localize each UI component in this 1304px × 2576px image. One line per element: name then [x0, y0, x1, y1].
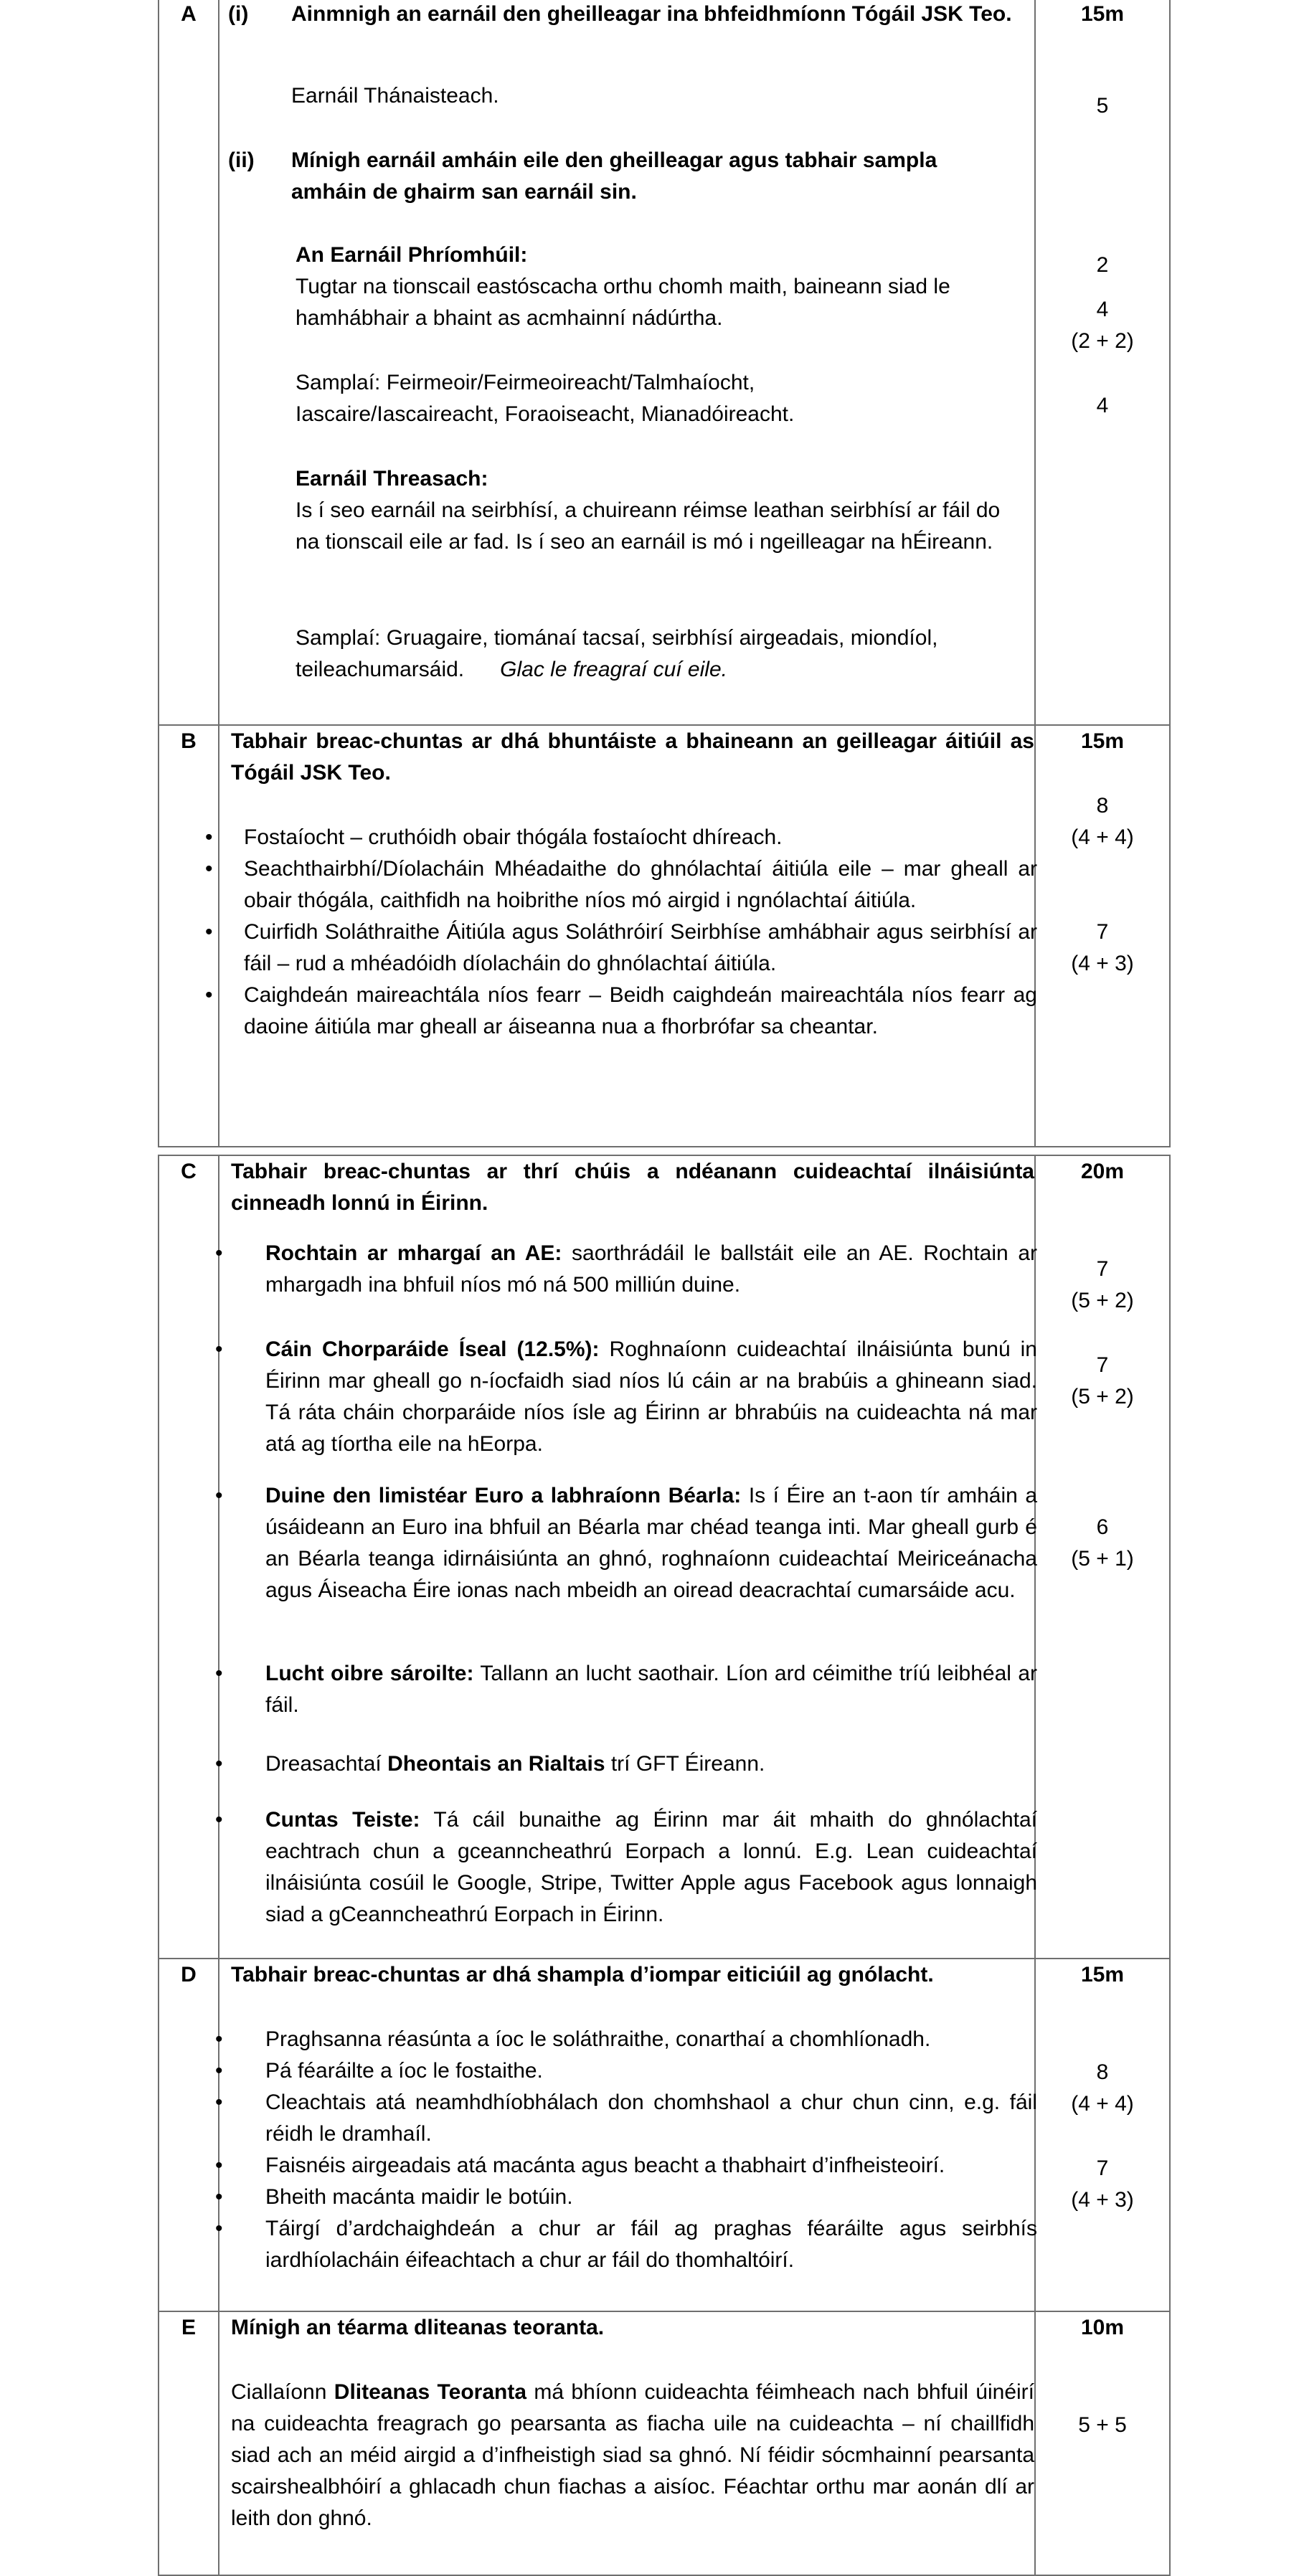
part-i-answer: Earnáil Thánaisteach. — [291, 84, 499, 108]
list-item: • Caighdeán maireachtála níos fearr – Beidh caighdeán maireachtála níos fearr ag daoine áitiúla mar gheall ar áiseanna nua a fhorbrófar sa cheantar. — [205, 983, 1037, 1038]
tertiary-sector-text: Is í seo earnáil na seirbhísí, a chuireann réimse leathan seirbhísí ar fáil do na tionscail eile ar fad. Is í seo an earnáil is mó i ngeilleagar na hÉireann. — [296, 498, 1001, 554]
section-a-ii-mark-4: 4 — [1096, 394, 1109, 417]
section-e-mark: 5 + 5 — [1078, 2413, 1127, 2437]
section-b — [158, 724, 1171, 1147]
tertiary-examples-line-2: teileachumarsáid. — [296, 658, 465, 681]
section-b-mark-1: 8 — [1096, 794, 1109, 818]
part-i-question: Ainmnigh an earnáil den gheilleagar ina bhfeidhmíonn Tógáil JSK Teo. — [291, 2, 1012, 26]
tertiary-sector-examples — [296, 622, 1016, 686]
section-c-mark-4: (5 + 2) — [1071, 1385, 1134, 1408]
section-b-label: B — [181, 729, 197, 753]
section-d-label: D — [181, 1963, 197, 1987]
section-c-mark-2: (5 + 2) — [1071, 1289, 1134, 1312]
section-a — [158, 0, 1171, 726]
section-c-marks-cell — [1034, 1156, 1169, 1958]
section-e-label-cell — [159, 2312, 219, 2575]
section-b-question: Tabhair breac-chuntas ar dhá bhuntáiste a bhaineann an geilleagar áitiúil as Tógáil JSK Teo. — [231, 729, 1034, 785]
primary-sector-examples: Samplaí: Feirmeoir/Feirmeoireacht/Talmhaíocht, Iascaire/Iascaireacht, Foraoiseacht, Mianadóireacht. — [296, 371, 795, 426]
primary-sector-text: Tugtar na tionscail eastóscacha orthu chomh maith, baineann siad le hamhábhair a bhaint as acmhainní nádúrtha. — [296, 275, 950, 330]
section-d-mark-3: 7 — [1096, 2156, 1109, 2180]
section-c-label-cell — [159, 1156, 219, 1958]
part-ii-number: (ii) — [228, 148, 255, 172]
section-d-mark-2: (4 + 4) — [1071, 2092, 1134, 2116]
list-item: • Duine den limistéar Euro a labhraíonn Béarla: Is í Éire an t-aon tír amháin a úsáideann an Euro ina bhfuil an Béarla mar chéad teanga inti. Mar gheall gurb é an Béarla teanga idirnáisiúnta an ghnó, roghnaíonn cuideachtaí Meiriceánacha agus Áiseacha Éire ionas nach mbeidh an oiread deacrachtaí cumarsáide acu. — [215, 1484, 1038, 1602]
list-item: • Fostaíocht – cruthóidh obair thógála fostaíocht dhíreach. — [205, 825, 783, 849]
primary-sector-heading: An Earnáil Phríomhúil: — [296, 243, 528, 267]
part-ii-question: Mínigh earnáil amháin eile den gheilleagar agus tabhair sampla amháin de ghairm san earnáil sin. — [291, 148, 937, 204]
section-c — [158, 1155, 1171, 1959]
section-d-marks-cell — [1034, 1959, 1169, 2311]
section-c-mark-6: (5 + 1) — [1071, 1547, 1134, 1571]
list-item: • Lucht oibre sároilte: Tallann an lucht saothair. Líon ard céimithe tríú leibhéal ar fáil. — [215, 1662, 1038, 1717]
section-b-total-marks: 15m — [1080, 729, 1125, 753]
list-item: • Cuntas Teiste: Tá cáil bunaithe ag Éirinn mar áit mhaith do ghnólachtaí eachtrach chun a gceanncheathrú Eorpach a lonnú. E.g. Lean cuideachtaí ilnáisiúnta cosúil le Google, Stripe, Twitter Apple agus Facebook agus lonnaigh siad a gCeanncheathrú Eorpach in Éirinn. — [215, 1808, 1037, 1926]
section-d-question: Tabhair breac-chuntas ar dhá shampla d’iompar eiticiúil ag gnólacht. — [231, 1963, 934, 1987]
list-item: • Rochtain ar mhargaí an AE: saorthrádáil le ballstáit eile an AE. Rochtain ar mhargadh ina bhfuil níos mó ná 500 milliún duine. — [215, 1241, 1037, 1297]
section-e-label: E — [181, 2316, 196, 2339]
section-a-marks-cell — [1034, 0, 1169, 724]
section-b-mark-2: (4 + 4) — [1071, 825, 1134, 849]
section-d-label-cell — [159, 1959, 219, 2311]
section-e-total-marks: 10m — [1080, 2316, 1125, 2339]
list-item: • Seachthairbhí/Díolacháin Mhéadaithe do ghnólachtaí áitiúla eile – mar gheall ar obair thógála, caithfidh na hoibrithe níos mó airgid i ngnólachtaí áitiúla. — [205, 857, 1037, 912]
section-a-label-cell — [159, 0, 219, 724]
section-a-total-marks: 15m — [1080, 2, 1125, 26]
section-c-label: C — [181, 1160, 197, 1183]
section-c-total-marks: 20m — [1080, 1160, 1125, 1183]
list-item: • Faisnéis airgeadais atá macánta agus beacht a thabhairt d’infheisteoirí. — [215, 2154, 945, 2177]
section-e-question: Mínigh an téarma dliteanas teoranta. — [231, 2316, 605, 2339]
section-d-total-marks: 15m — [1080, 1963, 1125, 1987]
tertiary-sector-heading: Earnáil Threasach: — [296, 467, 488, 491]
section-d-bullet-list — [215, 2024, 1037, 2276]
tertiary-examples-line-1: Samplaí: Gruagaire, tiománaí tacsaí, seirbhísí airgeadais, miondíol, — [296, 626, 938, 650]
list-item: • Praghsanna réasúnta a íoc le soláthraithe, conarthaí a chomhlíonadh. — [215, 2027, 931, 2051]
list-item: • Cáin Chorparáide Íseal (12.5%): Roghnaíonn cuideachtaí ilnáisiúnta bunú in Éirinn mar gheall go n-íocfaidh siad níos lú cáin ar na brabúis a ghineann siad. Tá ráta cháin chorparáide níos ísle ag Éirinn ar bhrabúis na cuideachta ná mar atá ag tíortha eile na hEorpa. — [215, 1337, 1037, 1456]
list-item: • Táirgí d’ardchaighdeán a chur ar fáil ag praghas féaráilte agus seirbhís iardhíolacháin éifeachtach a chur ar fáil do thomhaltóirí. — [215, 2217, 1037, 2272]
section-e — [158, 2311, 1171, 2576]
section-e-marks-cell — [1034, 2312, 1169, 2575]
accept-other-answers-note: Glac le freagraí cuí eile. — [500, 658, 727, 681]
section-a-ii-mark-2: 4 — [1096, 298, 1109, 321]
section-c-question: Tabhair breac-chuntas ar thrí chúis a ndéanann cuideachtaí ilnáisiúnta cinneadh lonnú in Éirinn. — [231, 1160, 1034, 1215]
section-b-marks-cell — [1034, 726, 1169, 1146]
section-a-label: A — [181, 2, 197, 26]
section-a-ii-mark-1: 2 — [1096, 253, 1109, 277]
list-item: • Bheith macánta maidir le botúin. — [215, 2185, 573, 2209]
section-c-mark-1: 7 — [1096, 1257, 1109, 1281]
section-d-mark-1: 8 — [1096, 2060, 1109, 2084]
section-c-mark-3: 7 — [1096, 1353, 1109, 1377]
list-item: • Cuirfidh Soláthraithe Áitiúla agus Soláthróirí Seirbhíse amhábhair agus seirbhísí ar fáil – rud a mhéadóidh díolacháin do ghnólachtaí áitiúla. — [205, 920, 1037, 975]
section-a-i-mark: 5 — [1096, 94, 1109, 118]
section-d-mark-4: (4 + 3) — [1071, 2188, 1134, 2212]
list-item: • Dreasachtaí Dheontais an Rialtais trí GFT Éireann. — [215, 1752, 765, 1776]
section-b-mark-3: 7 — [1096, 920, 1109, 944]
list-item: • Pá féaráilte a íoc le fostaithe. — [215, 2059, 543, 2083]
section-b-mark-4: (4 + 3) — [1071, 952, 1134, 975]
section-e-answer: Ciallaíonn Dliteanas Teoranta má bhíonn cuideachta féimheach nach bhfuil úinéirí na cuideachta freagrach go pearsanta as fiacha uile na cuideachta – ní chaillfidh siad ach an méid airgid a d’infheistigh siad sa ghnó. Ní féidir sócmhainní pearsanta scairshealbhóirí a ghlacadh chun fiachas a aisíoc. Féachtar orthu mar aonán dlí ar leith don ghnó. — [231, 2380, 1034, 2530]
list-item: • Cleachtais atá neamhdhíobhálach don chomhshaol a chur chun cinn, e.g. fáil réidh le dramhaíl. — [215, 2090, 1037, 2146]
section-a-ii-mark-3: (2 + 2) — [1071, 329, 1134, 353]
section-d — [158, 1958, 1171, 2312]
section-c-mark-5: 6 — [1096, 1515, 1109, 1539]
section-b-bullet-list — [205, 822, 1037, 1043]
part-i-number: (i) — [228, 2, 249, 26]
